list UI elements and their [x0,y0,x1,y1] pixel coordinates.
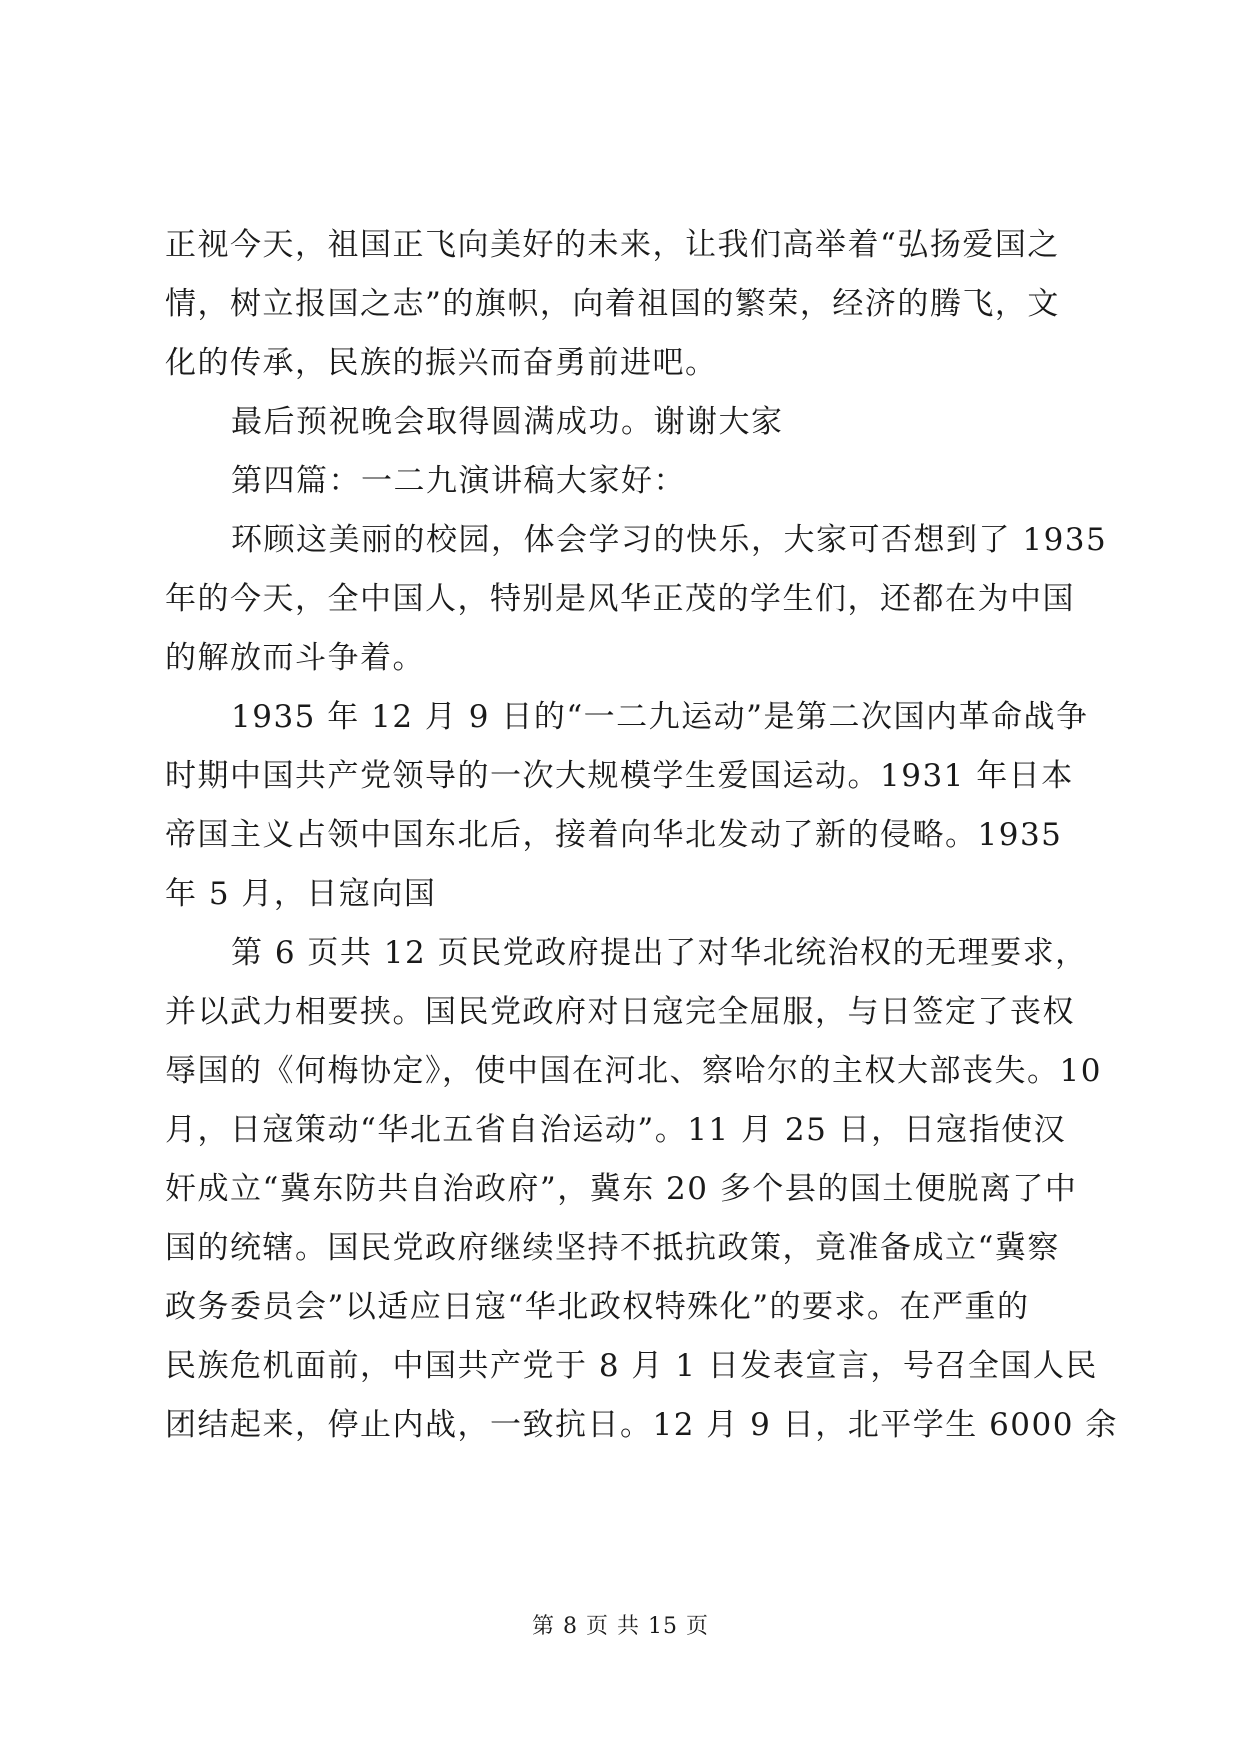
text-line: 最后预祝晚会取得圆满成功。谢谢大家 [231,404,784,440]
section-heading: 第四篇：一二九演讲稿大家好： [231,463,686,499]
text-line: 正视今天，祖国正飞向美好的未来，让我们高举着“弘扬爱国之 [165,227,1060,263]
text-line: 政务委员会”以适应日寇“华北政权特殊化”的要求。在严重的 [165,1289,1030,1325]
text-line: 并以武力相要挟。国民党政府对日寇完全屈服，与日签定了丧权 [165,994,1075,1030]
text-line: 年的今天，全中国人，特别是风华正茂的学生们，还都在为中国 [165,581,1075,617]
text-line: 情，树立报国之志”的旗帜，向着祖国的繁荣，经济的腾飞，文 [165,286,1060,322]
text-line: 时期中国共产党领导的一次大规模学生爱国运动。1931 年日本 [165,758,1074,794]
text-line: 帝国主义占领中国东北后，接着向华北发动了新的侵略。1935 [165,817,1063,853]
page-number-footer: 第 8 页 共 15 页 [532,1614,709,1639]
text-line: 年 5 月，日寇向国 [165,876,437,912]
text-line: 的解放而斗争着。 [165,640,425,676]
text-line: 1935 年 12 月 9 日的“一二九运动”是第二次国内革命战争 [231,699,1089,735]
text-line: 第 6 页共 12 页民党政府提出了对华北统治权的无理要求， [231,935,1088,971]
text-line: 奸成立“冀东防共自治政府”，冀东 20 多个县的国土便脱离了中 [165,1171,1078,1207]
text-line: 民族危机面前，中国共产党于 8 月 1 日发表宣言，号召全国人民 [165,1348,1098,1384]
text-line: 国的统辖。国民党政府继续坚持不抵抗政策，竟准备成立“冀察 [165,1230,1060,1266]
text-line: 月，日寇策动“华北五省自治运动”。11 月 25 日，日寇指使汉 [165,1112,1067,1148]
text-line: 辱国的《何梅协定》，使中国在河北、察哈尔的主权大部丧失。10 [165,1053,1102,1089]
text-line: 团结起来，停止内战，一致抗日。12 月 9 日，北平学生 6000 余 [165,1407,1118,1443]
text-line: 环顾这美丽的校园，体会学习的快乐，大家可否想到了 1935 [231,522,1108,558]
text-line: 化的传承，民族的振兴而奋勇前进吧。 [165,345,718,381]
